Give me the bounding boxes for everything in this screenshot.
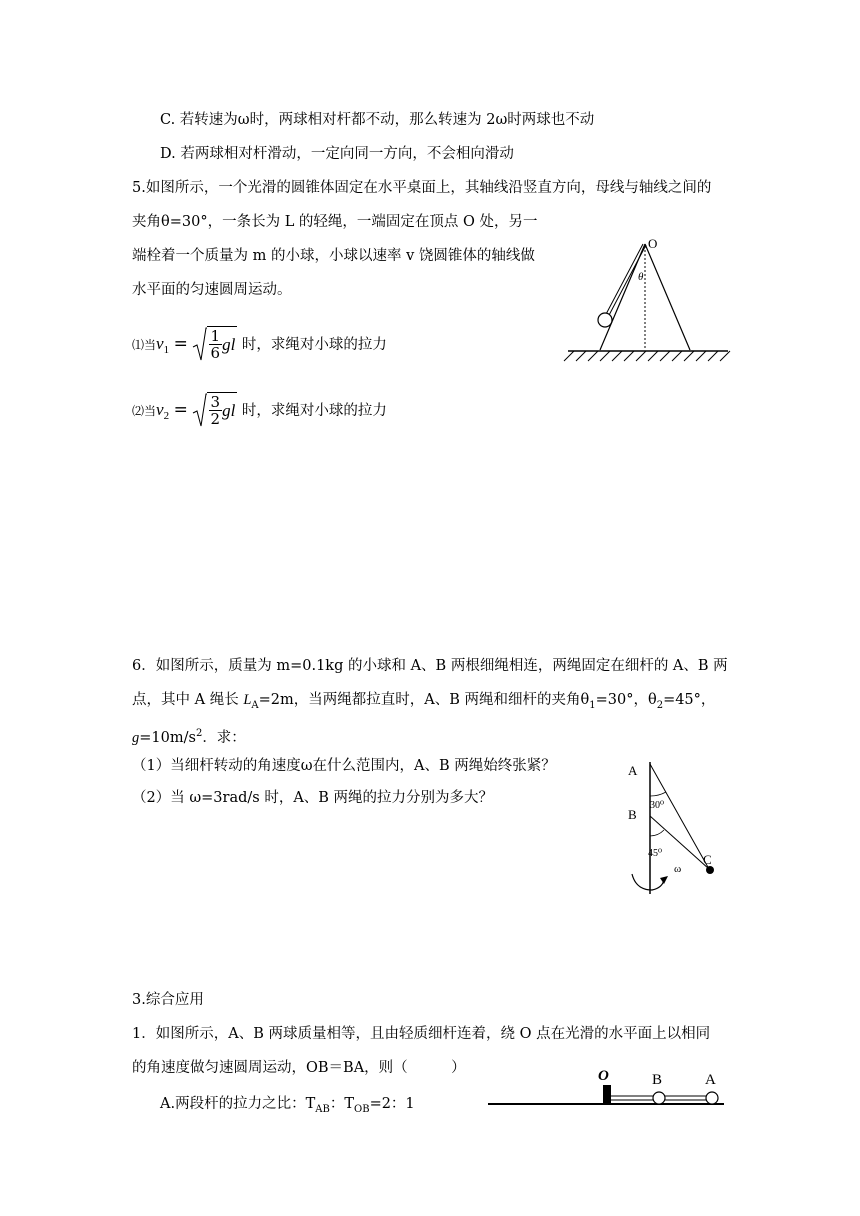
fig-angle-2: 45⁰ bbox=[648, 848, 663, 859]
rotation-arrowhead-icon bbox=[660, 876, 668, 884]
q5-sub2-eq: = bbox=[173, 400, 188, 420]
angle-arc-1 bbox=[650, 792, 666, 796]
ball-b-icon bbox=[653, 1092, 665, 1104]
fig-label-a: A bbox=[628, 763, 638, 778]
ball-icon bbox=[598, 313, 612, 327]
q5-sub1-eq: = bbox=[173, 334, 188, 354]
q5-subquestion-2 bbox=[132, 392, 387, 428]
fig-label-a: A bbox=[705, 1072, 716, 1088]
q6-subquestion-2: （2）当 ω=3rad/s 时，A、B 两绳的拉力分别为多大？ bbox=[132, 790, 494, 806]
q5-sub2-var: v bbox=[156, 400, 164, 419]
fig-label-theta: θ bbox=[638, 271, 644, 283]
pivot-block bbox=[603, 1085, 611, 1104]
q5-sub1-prefix: ⑴当 bbox=[132, 338, 157, 352]
q5-sub1-index: 1 bbox=[163, 343, 170, 356]
sqrt-sign-icon bbox=[193, 327, 207, 363]
rotation-arrow-icon bbox=[632, 874, 664, 890]
section-3-heading: 3.综合应用 bbox=[132, 992, 204, 1008]
q5-subquestion-1 bbox=[132, 326, 387, 362]
q5-line-4: 水平面的匀速圆周运动。 bbox=[132, 282, 292, 298]
angle-arc-2 bbox=[650, 830, 664, 836]
sqrt-sign-icon bbox=[193, 393, 207, 429]
s3-rod-figure bbox=[486, 1064, 731, 1114]
fig-label-o: O bbox=[598, 1068, 609, 1084]
q5-sub1-suffix: 时，求绳对小球的拉力 bbox=[241, 337, 387, 353]
q4-option-c: C. 若转速为ω时，两球相对杆都不动，那么转速为 2ω时两球也不动 bbox=[160, 112, 595, 128]
ball-a-icon bbox=[706, 1092, 718, 1104]
q5-cone-figure bbox=[560, 238, 740, 368]
q5-sub1-sqrt bbox=[193, 327, 238, 363]
q5-sub2-index: 2 bbox=[163, 409, 170, 422]
rope-b bbox=[650, 816, 709, 869]
s3-q1-option-a: A.两段杆的拉力之比：$T_{AB}$：$T_{OB}=2$：1 bbox=[160, 1096, 415, 1115]
q5-sub1-var: v bbox=[156, 334, 164, 353]
ball-c-icon bbox=[706, 866, 714, 874]
q6-line-2-part-a: 点，其中 A 绳长 bbox=[132, 692, 244, 708]
q4-option-d: D. 若两球相对杆滑动，一定向同一方向，不会相向滑动 bbox=[160, 146, 514, 162]
fig-label-b: B bbox=[628, 807, 637, 822]
q6-la-label: L bbox=[243, 692, 252, 708]
q6-line-2: 点，其中 A 绳长 $L_A=2m$，当两绳都拉直时，A、B 两绳和细杆的夹角$\theta_1=30^\circ$，$\theta_2=45^\circ$， bbox=[132, 692, 716, 711]
fig-label-b: B bbox=[652, 1072, 663, 1088]
q5-sub2-prefix: ⑵当 bbox=[132, 404, 157, 418]
q5-sub2-fraction: $\frac{3}{2}$ bbox=[210, 393, 221, 428]
ground-hatch bbox=[564, 351, 730, 361]
s3-q1-line-1: 1．如图所示，A、B 两球质量相等，且由轻质细杆连着，绕 O 点在光滑的水平面上以相同 bbox=[132, 1026, 711, 1042]
q6-rod-figure bbox=[622, 756, 732, 896]
q5-line-3: 端栓着一个质量为 m 的小球，小球以速率 v 饶圆锥体的轴线做 bbox=[132, 248, 535, 264]
q5-sub1-gl: gl bbox=[222, 334, 236, 354]
q6-line-1: 6．如图所示，质量为 m=0.1kg 的小球和 A、B 两根细绳相连，两绳固定在细杆的 A、B 两 bbox=[132, 658, 728, 674]
q5-sub2-gl: gl bbox=[222, 400, 236, 420]
q5-sub1-fraction: $\frac{1}{6}$ bbox=[210, 327, 221, 362]
q5-line-2: 夹角θ=30°，一条长为 L 的轻绳，一端固定在顶点 O 处，另一 bbox=[132, 214, 538, 230]
fig-label-o: O bbox=[648, 236, 658, 251]
q5-sub2-sqrt bbox=[193, 393, 238, 429]
fig-label-c: C bbox=[703, 852, 712, 867]
q5-sub2-suffix: 时，求绳对小球的拉力 bbox=[241, 403, 387, 419]
fig-angle-1: 30⁰ bbox=[650, 800, 665, 811]
s3-q1-line-2: 的角速度做匀速圆周运动，OB＝BA，则（ ） bbox=[132, 1060, 466, 1076]
q6-line-3: $g=10m/s^2$．求： bbox=[132, 728, 246, 746]
q5-line-1: 5.如图所示，一个光滑的圆锥体固定在水平桌面上，其轴线沿竖直方向，母线与轴线之间的 bbox=[132, 180, 712, 196]
fig-omega: ω bbox=[674, 863, 682, 875]
q6-subquestion-1: （1）当细杆转动的角速度ω在什么范围内，A、B 两绳始终张紧？ bbox=[132, 758, 556, 774]
